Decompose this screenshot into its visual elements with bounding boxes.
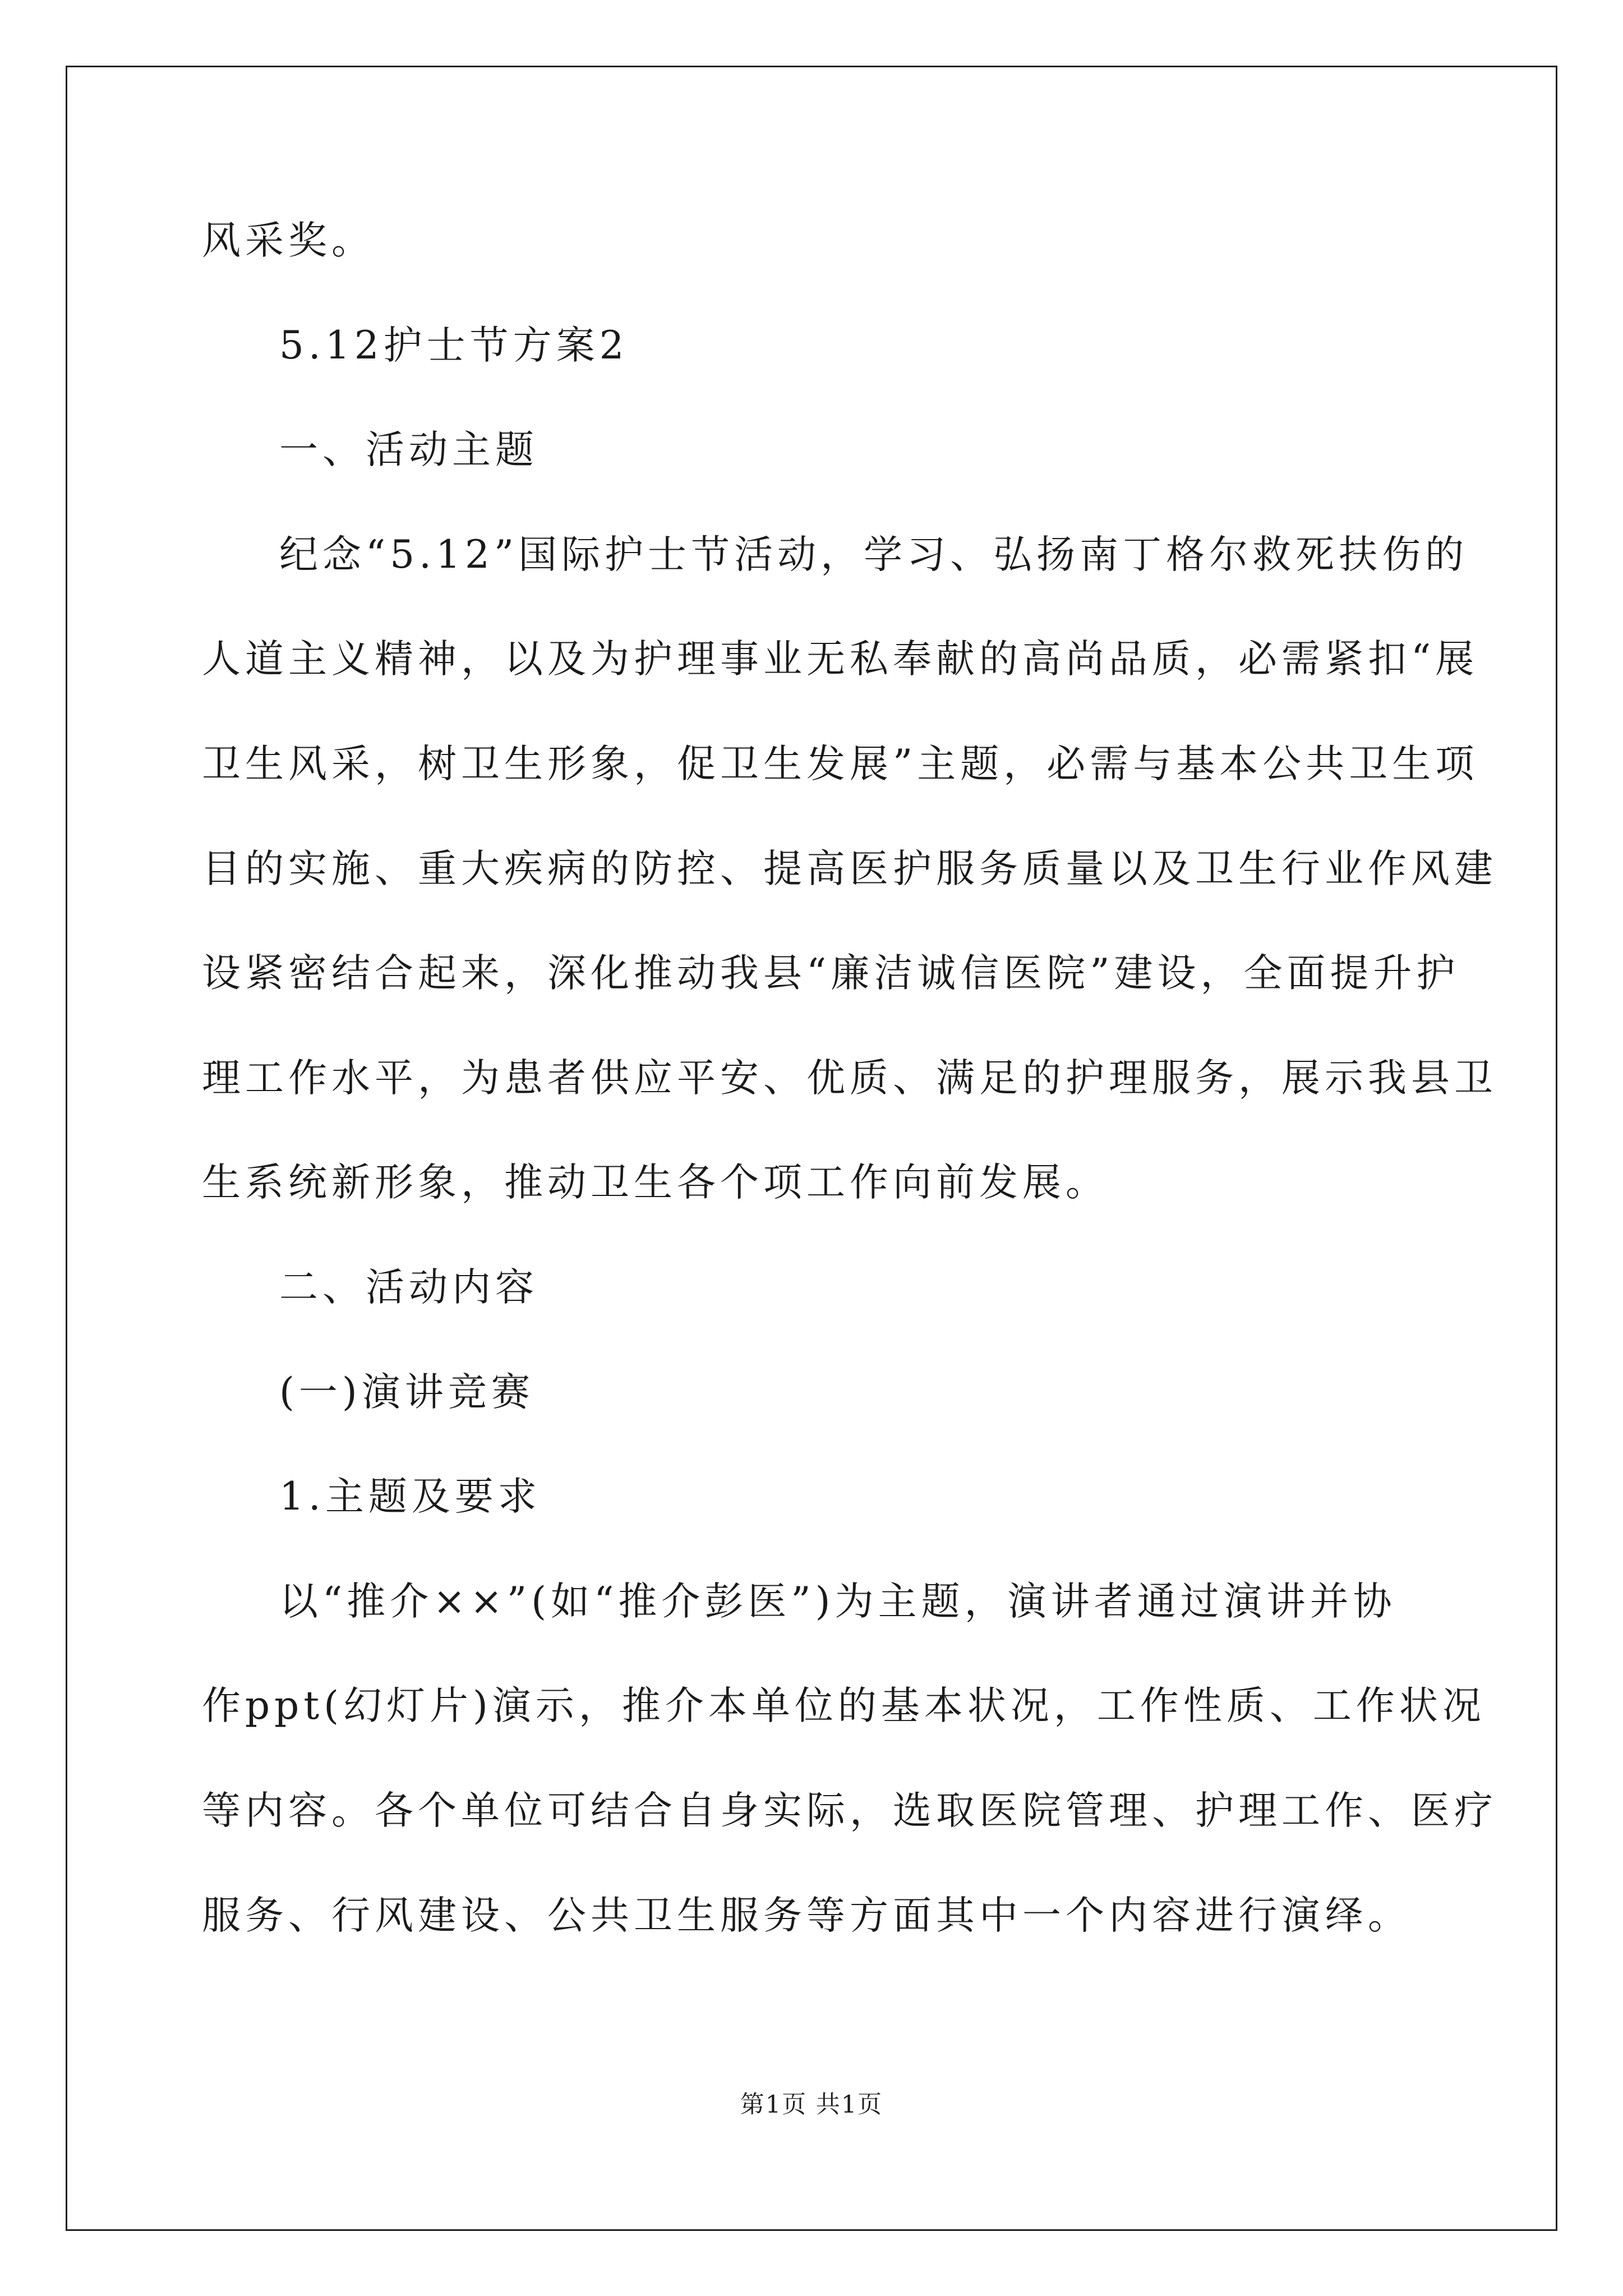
paragraph-line: 人道主义精神，以及为护理事业无私奉献的高尚品质，必需紧扣“展 [202,637,1479,682]
paragraph-line: 服务、行风建设、公共卫生服务等方面其中一个内容进行演绎。 [202,1893,1411,1938]
section-heading: 二、活动内容 [279,1265,538,1310]
paragraph-line: 生系统新形象，推动卫生各个项工作向前发展。 [202,1160,1109,1205]
section-heading: 5.12护士节方案2 [279,323,629,368]
paragraph-line: 作ppt(幻灯片)演示，推介本单位的基本状况，工作性质、工作状况 [202,1683,1486,1728]
text-line: 风采奖。 [202,218,375,263]
paragraph-line: 目的实施、重大疾病的防控、提高医护服务质量以及卫生行业作风建 [202,846,1497,891]
paragraph-line: 卫生风采，树卫生形象，促卫生发展”主题，必需与基本公共卫生项 [202,742,1479,786]
subsection-heading: 1.主题及要求 [279,1474,541,1519]
paragraph-line: 以“推介××”(如“推介彭医”)为主题，演讲者通过演讲并协 [279,1579,1396,1624]
paragraph-line: 纪念“5.12”国际护士节活动，学习、弘扬南丁格尔救死扶伤的 [279,532,1469,577]
paragraph-line: 设紧密结合起来，深化推动我县“廉洁诚信医院”建设，全面提升护 [202,951,1460,996]
section-heading: 一、活动主题 [279,427,538,472]
subsection-heading: (一)演讲竞赛 [279,1370,534,1415]
paragraph-line: 理工作水平，为患者供应平安、优质、满足的护理服务，展示我县卫 [202,1056,1497,1101]
page-footer: 第1页 共1页 [740,2091,883,2119]
paragraph-line: 等内容。各个单位可结合自身实际，选取医院管理、护理工作、医疗 [202,1788,1497,1833]
